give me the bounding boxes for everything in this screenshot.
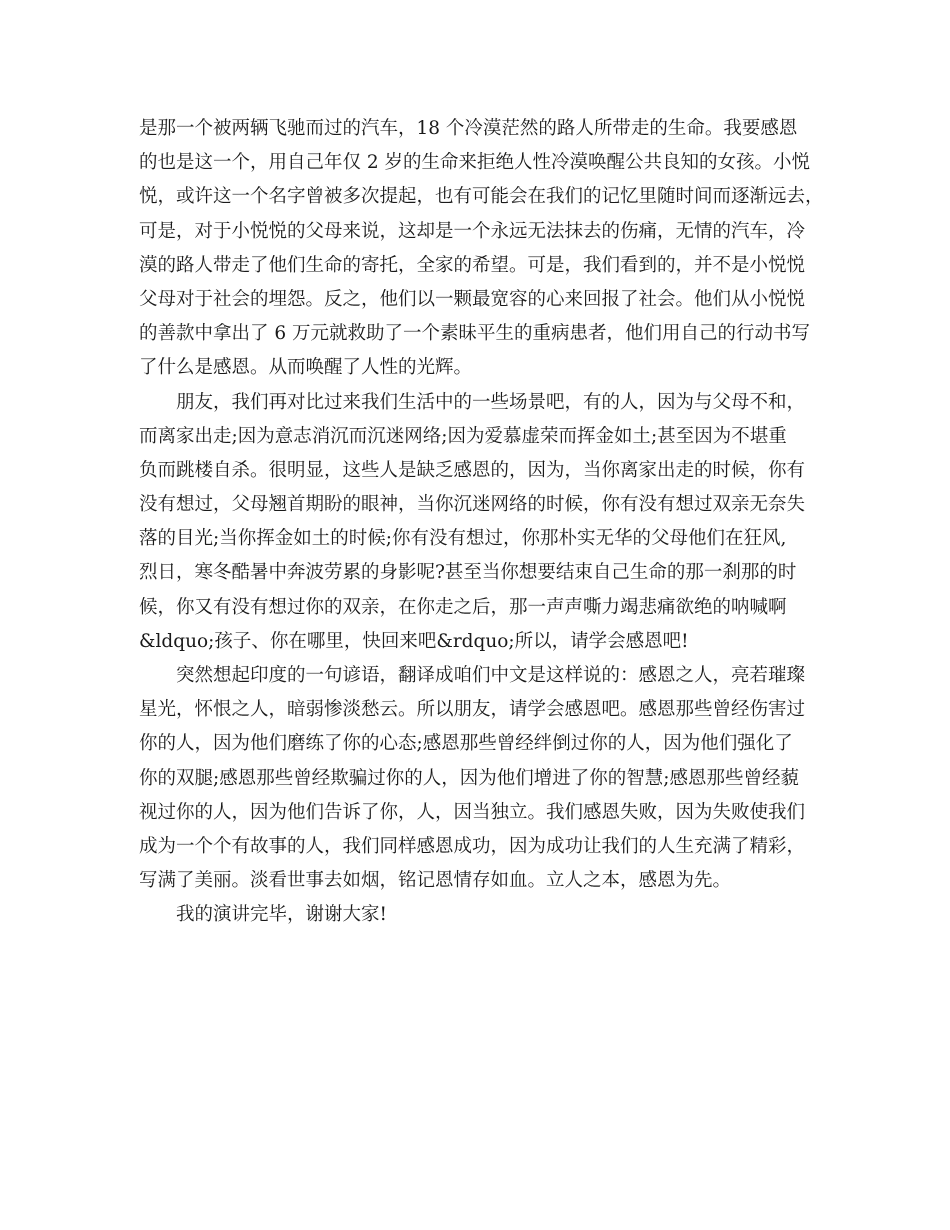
text-line: 烈日，寒冬酷暑中奔波劳累的身影呢?甚至当你想要结束自己生命的那一刹那的时 [139, 562, 797, 584]
text-line: 落的目光;当你挥金如土的时候;你有没有想过，你那朴实无华的父母他们在狂风, [139, 528, 787, 550]
text-line: 而离家出走;因为意志消沉而沉迷网络;因为爱慕虚荣而挥金如土;甚至因为不堪重 [139, 425, 787, 447]
document-body [139, 112, 824, 933]
text-line: 的善款中拿出了 6 万元就救助了一个素昧平生的重病患者，他们用自己的行动书写 [139, 323, 811, 345]
text-line: 成为一个个有故事的人，我们同样感恩成功，因为成功让我们的人生充满了精彩， [139, 835, 806, 857]
text-line: 负而跳楼自杀。很明显，这些人是缺乏感恩的，因为，当你离家出走的时候，你有 [139, 459, 806, 481]
text-line: 我的演讲完毕，谢谢大家! [176, 904, 387, 926]
text-line: 是那一个被两辆飞驰而过的汽车，18 个冷漠茫然的路人所带走的生命。我要感恩 [139, 118, 798, 139]
text-line: 了什么是感恩。从而唤醒了人性的光辉。 [139, 357, 473, 379]
text-line: 悦，或许这一个名字曾被多次提起，也有可能会在我们的记忆里随时间而逐渐远去， [139, 186, 824, 208]
paragraph [139, 112, 824, 386]
text-line: 的也是这一个，用自己年仅 2 岁的生命来拒绝人性冷漠唤醒公共良知的女孩。小悦 [139, 152, 811, 174]
paragraph [139, 386, 819, 660]
text-line: 没有想过，父母翘首期盼的眼神，当你沉迷网络的时候，你有没有想过双亲无奈失 [139, 494, 806, 516]
text-line: 你的人，因为他们磨练了你的心态;感恩那些曾经绊倒过你的人，因为他们强化了 [139, 733, 793, 755]
text-line: &ldquo;孩子、你在哪里，快回来吧&rdquo;所以，请学会感恩吧! [139, 630, 689, 652]
text-line: 朋友，我们再对比过来我们生活中的一些场景吧，有的人，因为与父母不和， [176, 391, 806, 413]
text-line: 你的双腿;感恩那些曾经欺骗过你的人，因为他们增进了你的智慧;感恩那些曾经藐 [139, 767, 799, 789]
text-line: 候，你又有没有想过你的双亲，在你走之后，那一声声嘶力竭悲痛欲绝的呐喊啊 [139, 596, 787, 618]
paragraph [139, 898, 819, 932]
text-line: 漠的路人带走了他们生命的寄托，全家的希望。可是，我们看到的，并不是小悦悦 [139, 254, 806, 276]
text-line: 写满了美丽。淡看世事去如烟，铭记恩情存如血。立人之本，感恩为先。 [139, 870, 732, 892]
text-line: 可是，对于小悦悦的父母来说，这却是一个永远无法抹去的伤痛，无情的汽车，冷 [139, 220, 806, 242]
text-line: 父母对于社会的埋怨。反之，他们以一颗最宽容的心来回报了社会。他们从小悦悦 [139, 288, 806, 310]
text-line: 星光，怀恨之人，暗弱惨淡愁云。所以朋友，请学会感恩吧。感恩那些曾经伤害过 [139, 699, 806, 721]
text-line: 视过你的人，因为他们告诉了你，人，因当独立。我们感恩失败，因为失败使我们 [139, 801, 806, 823]
paragraph [139, 659, 819, 898]
text-line: 突然想起印度的一句谚语，翻译成咱们中文是这样说的：感恩之人，亮若璀璨 [176, 665, 806, 686]
